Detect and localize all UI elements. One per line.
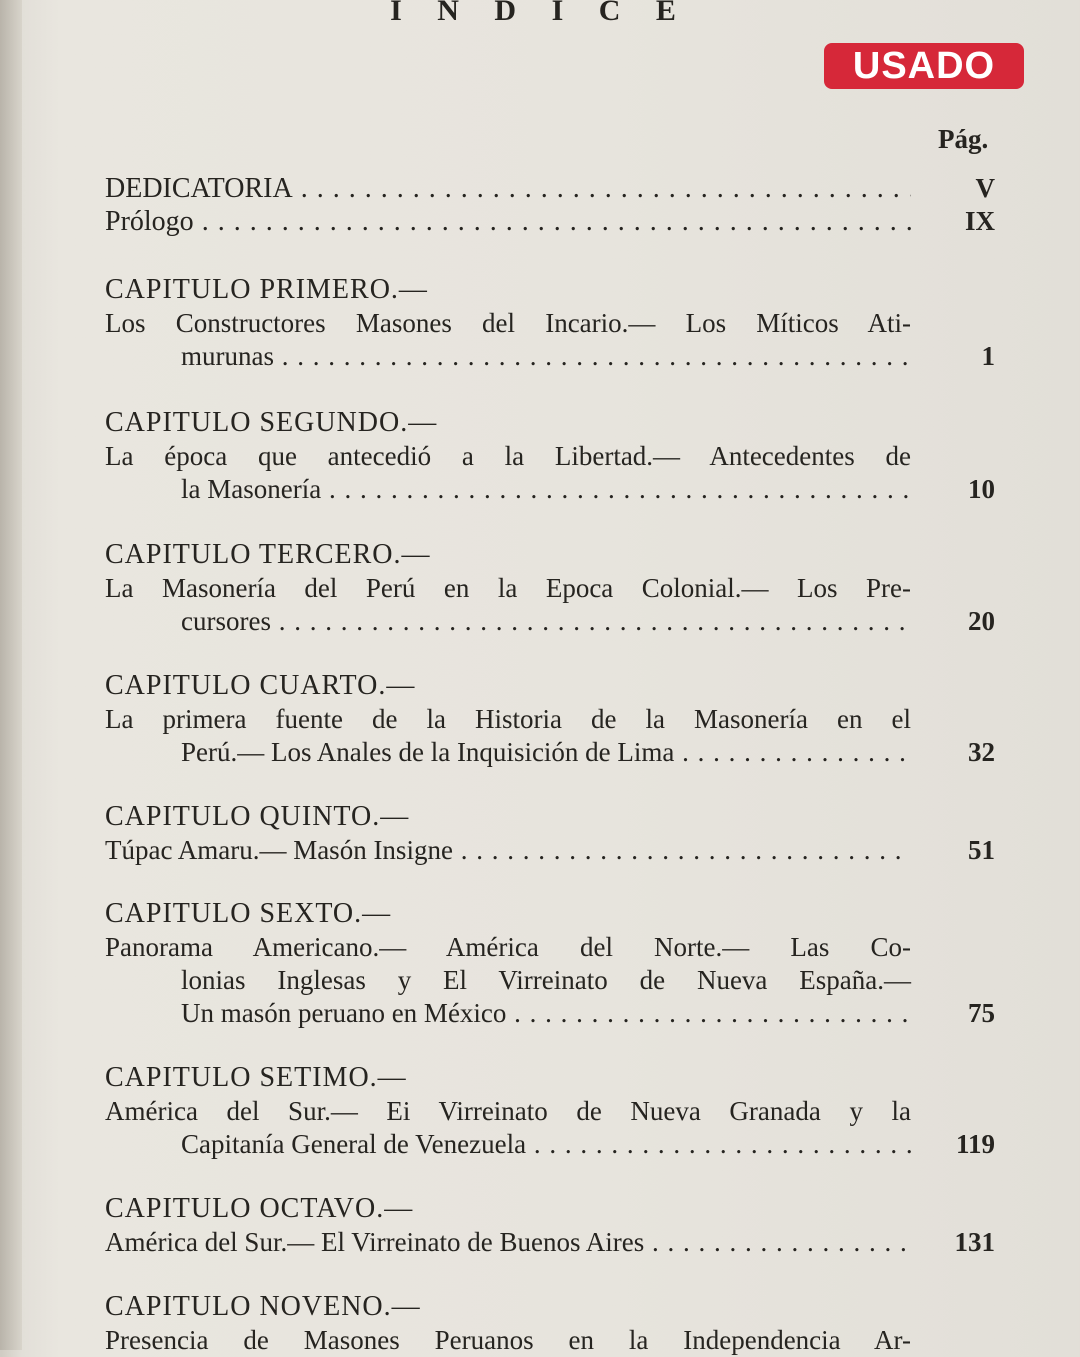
used-badge: USADO — [824, 43, 1024, 89]
entry-title: DEDICATORIA . . . — [105, 172, 911, 205]
toc-chapter-8 — [105, 1192, 995, 1259]
chapter-line: cursores . . . 20 — [105, 605, 995, 638]
chapter-heading: CAPITULO CUARTO.— — [105, 670, 416, 701]
entry-page: 51 — [968, 835, 995, 865]
chapter-line: Un masón peruano en México . . . 75 — [105, 997, 995, 1030]
chapter-line: Capitanía General de Venezuela . . . 119 — [105, 1128, 995, 1161]
chapter-line: Perú.— Los Anales de la Inquisición de Lima . . . 32 — [105, 736, 995, 769]
chapter-heading: CAPITULO NOVENO.— — [105, 1291, 421, 1322]
chapter-line: América del Sur.— Ei Virreinato de Nueva Granada y la — [105, 1096, 911, 1126]
chapter-line: murunas . . . 1 — [105, 340, 995, 373]
entry-page: 32 — [968, 737, 995, 767]
chapter-line: América del Sur.— El Virreinato de Buenos Aires . . . 131 — [105, 1226, 995, 1259]
chapter-line: La Masonería del Perú en la Epoca Colonial.— Los Pre- — [105, 573, 911, 603]
toc-chapter-6 — [105, 897, 995, 1030]
chapter-line: Túpac Amaru.— Masón Insigne . . . 51 — [105, 834, 995, 867]
chapter-line: Panorama Americano.— América del Norte.— Las Co- — [105, 932, 911, 962]
entry-page: 1 — [981, 341, 995, 371]
chapter-line: La época que antecedió a la Libertad.— Antecedentes de — [105, 441, 911, 471]
chapter-heading: CAPITULO QUINTO.— — [105, 801, 410, 832]
entry-page: 20 — [968, 606, 995, 636]
chapter-line: la Masonería . . . 10 — [105, 473, 995, 506]
page-title: I N D I C E — [390, 0, 690, 27]
chapter-heading: CAPITULO TERCERO.— — [105, 539, 431, 570]
entry-page: 75 — [968, 998, 995, 1028]
chapter-heading: CAPITULO SEXTO.— — [105, 898, 392, 929]
toc-entry-prologo — [105, 205, 995, 238]
entry-page: 131 — [954, 1227, 995, 1257]
chapter-line: lonias Inglesas y El Virreinato de Nueva España.— — [181, 965, 911, 995]
chapter-line: La primera fuente de la Historia de la Masonería en el — [105, 704, 911, 734]
toc-chapter-3 — [105, 538, 995, 638]
toc-chapter-9 — [105, 1290, 995, 1357]
entry-title: Prólogo . . . — [105, 205, 911, 238]
front-matter — [105, 172, 995, 238]
chapter-heading: CAPITULO SEGUNDO.— — [105, 407, 438, 438]
entry-page: 10 — [968, 474, 995, 504]
chapter-heading: CAPITULO OCTAVO.— — [105, 1193, 414, 1224]
toc-entry-dedicatoria — [105, 172, 995, 205]
entry-page: 119 — [955, 1129, 995, 1159]
page-edge — [0, 0, 22, 1350]
toc-chapter-1 — [105, 273, 995, 373]
entry-page: IX — [964, 206, 995, 236]
toc-chapter-5 — [105, 800, 995, 867]
chapter-heading: CAPITULO PRIMERO.— — [105, 274, 428, 305]
chapter-line: Presencia de Masones Peruanos en la Independencia Ar- — [105, 1325, 911, 1355]
chapter-line: Los Constructores Masones del Incario.— Los Míticos Ati- — [105, 308, 911, 338]
toc-chapter-4 — [105, 669, 995, 769]
chapter-heading: CAPITULO SETIMO.— — [105, 1062, 407, 1093]
entry-page: V — [975, 173, 995, 203]
page-column-label: Pág. — [938, 124, 989, 154]
toc-chapter-7 — [105, 1061, 995, 1161]
toc-chapter-2 — [105, 406, 995, 506]
